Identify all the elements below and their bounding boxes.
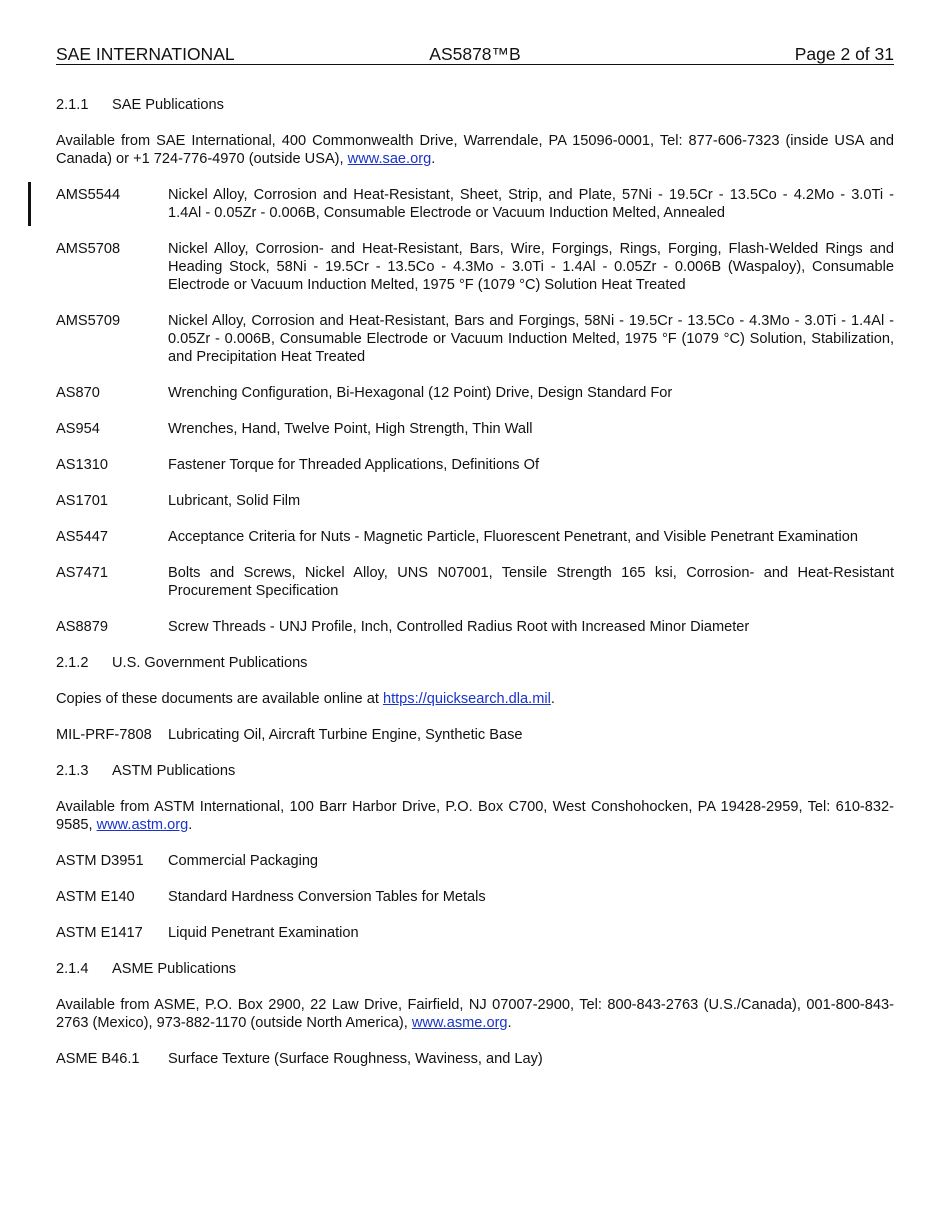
reference-description: Nickel Alloy, Corrosion and Heat-Resistant, Bars and Forgings, 58Ni - 19.5Cr - 13.5Co - 4.3Mo - 3.0Ti - 1.4Al - 0.05Zr - 0.006B, Consumable Electrode or Vacuum Induction Melted, 1975 °F (1079 °C) Solution, Stabilization, and Precipitation Heat Treated [168, 313, 894, 365]
reference-description: Fastener Torque for Threaded Applications, Definitions Of [168, 457, 539, 473]
reference-row [56, 924, 894, 942]
quicksearch-link[interactable]: https://quicksearch.dla.mil [382, 691, 551, 707]
period: . [550, 691, 555, 707]
period: . [188, 817, 193, 833]
availability-text: Available from SAE International, 400 Commonwealth Drive, Warrendale, PA 15096-0001, Tel: 877-606-7323 (inside USA and Canada) or +1 724-776-4970 (outside USA), [56, 133, 894, 167]
publisher-name: SAE INTERNATIONAL [56, 44, 235, 64]
reference-description: Lubricating Oil, Aircraft Turbine Engine, Synthetic Base [168, 727, 523, 743]
reference-description: Wrenches, Hand, Twelve Point, High Strength, Thin Wall [168, 421, 533, 437]
section-heading-astm [56, 762, 894, 780]
availability-paragraph-astm [56, 798, 894, 834]
reference-description: Screw Threads - UNJ Profile, Inch, Controlled Radius Root with Increased Minor Diameter [168, 619, 750, 635]
reference-row [56, 726, 894, 744]
reference-code: ASTM E140 [56, 889, 135, 905]
period: . [431, 151, 436, 167]
availability-text: Available from ASTM International, 100 Barr Harbor Drive, P.O. Box C700, West Conshohocken, PA 19428-2959, Tel: 610-832-9585, [56, 799, 894, 833]
availability-paragraph-government [56, 690, 894, 708]
reference-code: AS870 [56, 385, 100, 401]
reference-row [56, 618, 894, 636]
reference-row [56, 852, 894, 870]
reference-row [56, 888, 894, 906]
reference-code: ASME B46.1 [56, 1051, 140, 1067]
reference-code: AS7471 [56, 565, 108, 581]
reference-row [56, 240, 894, 294]
section-title: SAE Publications [112, 97, 224, 113]
reference-row [56, 312, 894, 366]
page-header [56, 44, 894, 65]
reference-row [56, 384, 894, 402]
reference-description: Wrenching Configuration, Bi-Hexagonal (12 Point) Drive, Design Standard For [168, 385, 673, 401]
section-heading-sae [56, 96, 894, 114]
availability-paragraph-asme [56, 996, 894, 1032]
reference-code: MIL-PRF-7808 [56, 727, 152, 743]
availability-text: Copies of these documents are available online at [56, 691, 383, 707]
reference-code: AS8879 [56, 619, 108, 635]
astm-website-link[interactable]: www.astm.org [96, 817, 189, 833]
page-number: Page 2 of 31 [794, 44, 894, 64]
availability-paragraph-sae [56, 132, 894, 168]
section-number: 2.1.3 [56, 763, 89, 779]
reference-description: Surface Texture (Surface Roughness, Waviness, and Lay) [168, 1051, 543, 1067]
reference-code: AS1701 [56, 493, 108, 509]
availability-text: Available from ASME, P.O. Box 2900, 22 Law Drive, Fairfield, NJ 07007-2900, Tel: 800-843-2763 (U.S./Canada), 001-800-843-2763 (Mexico), 973-882-1170 (outside North America), [56, 997, 894, 1031]
section-title: U.S. Government Publications [112, 655, 308, 671]
reference-code: AS1310 [56, 457, 108, 473]
sae-website-link[interactable]: www.sae.org [347, 151, 432, 167]
reference-code: AS954 [56, 421, 100, 437]
reference-row [56, 564, 894, 600]
reference-description: Lubricant, Solid Film [168, 493, 301, 509]
reference-code: ASTM D3951 [56, 853, 144, 869]
reference-code: ASTM E1417 [56, 925, 143, 941]
reference-row [56, 1050, 894, 1068]
asme-website-link[interactable]: www.asme.org [411, 1015, 508, 1031]
reference-description: Nickel Alloy, Corrosion- and Heat-Resistant, Bars, Wire, Forgings, Rings, Forging, Flash-Welded Rings and Heading Stock, 58Ni - 19.5Cr - 13.5Co - 4.3Mo - 3.0Ti - 1.4Al - 0.05Zr - 0.006B (Waspaloy), Consumable Electrode or Vacuum Induction Melted, 1975 °F (1079 °C) Solution Heat Treated [168, 241, 894, 293]
reference-row [56, 186, 894, 222]
reference-description: Nickel Alloy, Corrosion and Heat-Resistant, Sheet, Strip, and Plate, 57Ni - 19.5Cr - 13.5Co - 4.2Mo - 3.0Ti - 1.4Al - 0.05Zr - 0.006B, Consumable Electrode or Vacuum Induction Melted, Annealed [168, 187, 894, 221]
reference-row [56, 420, 894, 438]
reference-code: AMS5708 [56, 241, 121, 257]
revision-change-bar [28, 182, 31, 226]
section-number: 2.1.2 [56, 655, 89, 671]
section-number: 2.1.4 [56, 961, 89, 977]
section-title: ASME Publications [112, 961, 237, 977]
reference-code: AMS5709 [56, 313, 121, 329]
document-body [56, 96, 894, 1086]
reference-code: AMS5544 [56, 187, 121, 203]
reference-row [56, 492, 894, 510]
section-number: 2.1.1 [56, 97, 89, 113]
reference-row [56, 528, 894, 546]
section-heading-asme [56, 960, 894, 978]
reference-description: Acceptance Criteria for Nuts - Magnetic Particle, Fluorescent Penetrant, and Visible Penetrant Examination [168, 529, 859, 545]
section-title: ASTM Publications [112, 763, 236, 779]
period: . [507, 1015, 512, 1031]
reference-description: Standard Hardness Conversion Tables for Metals [168, 889, 486, 905]
reference-code: AS5447 [56, 529, 108, 545]
reference-row [56, 456, 894, 474]
section-heading-government [56, 654, 894, 672]
reference-description: Liquid Penetrant Examination [168, 925, 359, 941]
reference-description: Commercial Packaging [168, 853, 319, 869]
document-number: AS5878™B [429, 44, 521, 64]
reference-description: Bolts and Screws, Nickel Alloy, UNS N07001, Tensile Strength 165 ksi, Corrosion- and Heat-Resistant Procurement Specification [168, 565, 894, 599]
